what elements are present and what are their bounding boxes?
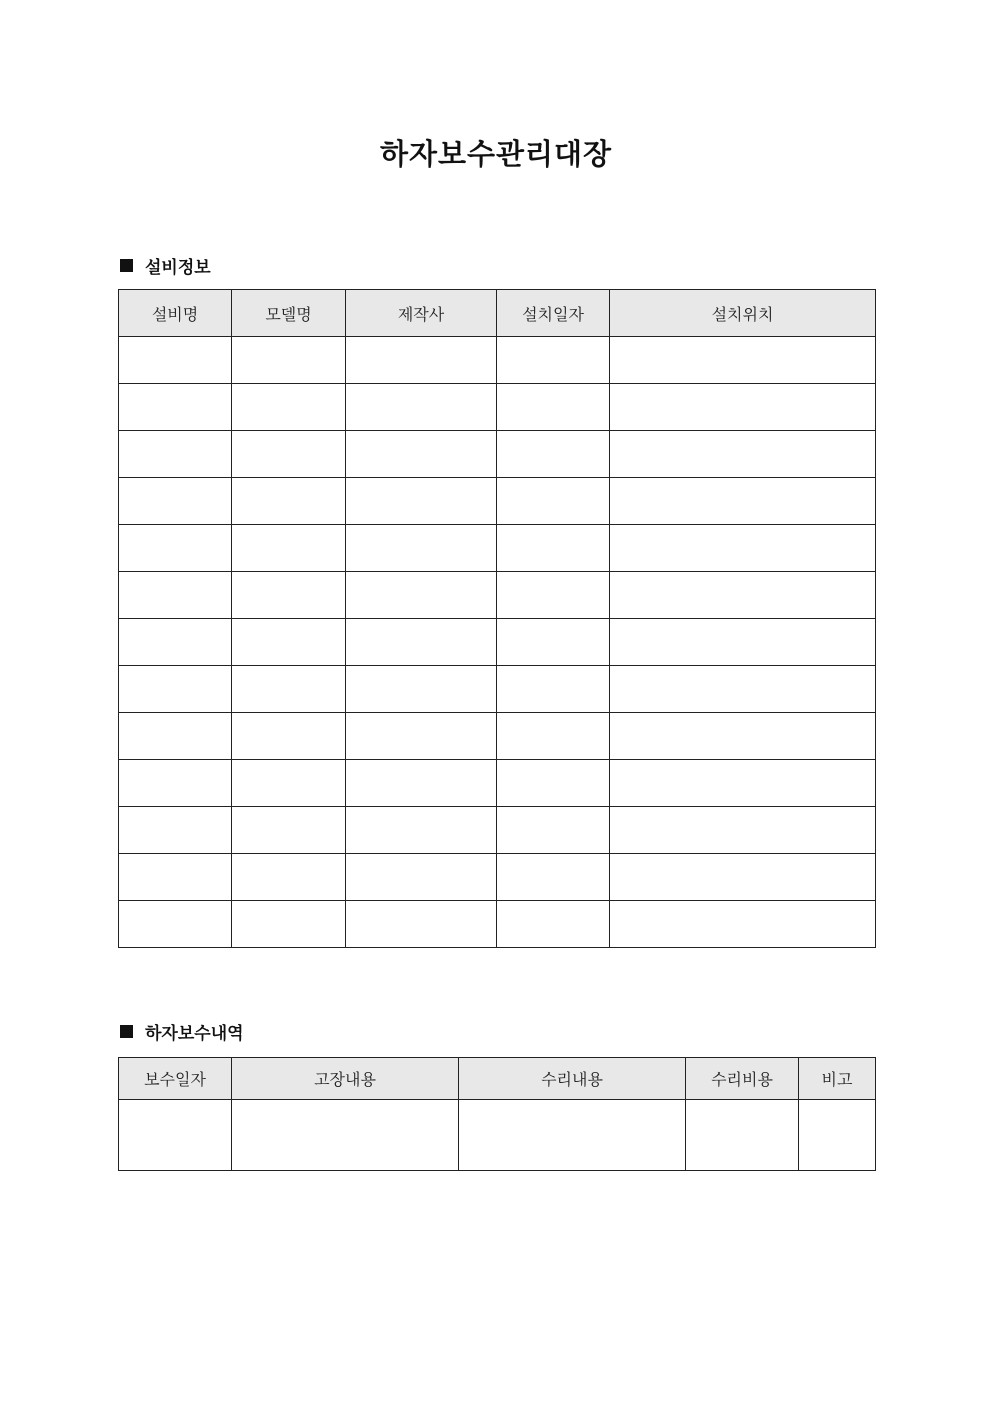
table-cell[interactable] — [497, 713, 610, 760]
equipment-table — [118, 289, 876, 948]
table-cell[interactable] — [497, 901, 610, 948]
document-title: 하자보수관리대장 — [379, 137, 613, 171]
table-cell[interactable] — [686, 1100, 799, 1171]
table-cell[interactable] — [799, 1100, 876, 1171]
table-cell[interactable] — [119, 1100, 232, 1171]
table-cell[interactable] — [119, 713, 232, 760]
table-cell[interactable] — [497, 337, 610, 384]
table-cell[interactable] — [610, 901, 876, 948]
table-cell[interactable] — [232, 713, 346, 760]
table-cell[interactable] — [232, 478, 346, 525]
column-header-equipment-name: 설비명 — [119, 290, 232, 337]
table-cell[interactable] — [232, 807, 346, 854]
table-cell[interactable] — [232, 431, 346, 478]
table-cell[interactable] — [346, 901, 497, 948]
table-cell[interactable] — [232, 666, 346, 713]
equipment-row — [119, 525, 876, 572]
table-cell[interactable] — [610, 431, 876, 478]
table-cell[interactable] — [497, 478, 610, 525]
table-cell[interactable] — [232, 854, 346, 901]
table-cell[interactable] — [459, 1100, 686, 1171]
table-cell[interactable] — [610, 525, 876, 572]
table-cell[interactable] — [497, 525, 610, 572]
column-header-repair-date: 보수일자 — [119, 1058, 232, 1100]
table-cell[interactable] — [346, 525, 497, 572]
table-cell[interactable] — [346, 619, 497, 666]
column-header-remarks: 비고 — [799, 1058, 876, 1100]
table-cell[interactable] — [119, 572, 232, 619]
table-cell[interactable] — [346, 666, 497, 713]
equipment-header-row — [119, 290, 876, 337]
table-cell[interactable] — [497, 384, 610, 431]
table-cell[interactable] — [346, 713, 497, 760]
equipment-section-label: 설비정보 — [145, 257, 211, 278]
table-cell[interactable] — [232, 619, 346, 666]
table-cell[interactable] — [232, 1100, 459, 1171]
equipment-row — [119, 807, 876, 854]
equipment-section-heading — [120, 253, 211, 277]
table-cell[interactable] — [119, 384, 232, 431]
table-cell[interactable] — [232, 572, 346, 619]
table-cell[interactable] — [610, 713, 876, 760]
table-cell[interactable] — [346, 807, 497, 854]
column-header-repair-cost: 수리비용 — [686, 1058, 799, 1100]
table-cell[interactable] — [610, 854, 876, 901]
table-cell[interactable] — [497, 572, 610, 619]
table-cell[interactable] — [346, 854, 497, 901]
table-cell[interactable] — [119, 431, 232, 478]
table-cell[interactable] — [346, 337, 497, 384]
repair-section-label: 하자보수내역 — [145, 1023, 244, 1044]
table-cell[interactable] — [346, 478, 497, 525]
equipment-row — [119, 384, 876, 431]
table-cell[interactable] — [497, 619, 610, 666]
equipment-row — [119, 619, 876, 666]
table-cell[interactable] — [610, 760, 876, 807]
table-cell[interactable] — [119, 337, 232, 384]
table-cell[interactable] — [232, 901, 346, 948]
table-cell[interactable] — [119, 619, 232, 666]
table-cell[interactable] — [119, 666, 232, 713]
repair-section-heading — [120, 1019, 244, 1043]
equipment-row — [119, 337, 876, 384]
table-cell[interactable] — [232, 760, 346, 807]
table-cell[interactable] — [610, 478, 876, 525]
table-cell[interactable] — [346, 572, 497, 619]
table-cell[interactable] — [119, 854, 232, 901]
table-cell[interactable] — [119, 901, 232, 948]
equipment-row — [119, 572, 876, 619]
table-cell[interactable] — [497, 431, 610, 478]
table-cell[interactable] — [232, 337, 346, 384]
square-bullet-icon — [120, 1025, 133, 1038]
table-cell[interactable] — [610, 337, 876, 384]
table-cell[interactable] — [497, 666, 610, 713]
table-cell[interactable] — [119, 478, 232, 525]
table-cell[interactable] — [346, 431, 497, 478]
table-cell[interactable] — [119, 525, 232, 572]
table-cell[interactable] — [497, 807, 610, 854]
table-cell[interactable] — [232, 525, 346, 572]
table-cell[interactable] — [497, 760, 610, 807]
equipment-row — [119, 666, 876, 713]
repair-row — [119, 1100, 876, 1171]
table-cell[interactable] — [119, 807, 232, 854]
repair-header-row — [119, 1058, 876, 1100]
table-cell[interactable] — [119, 760, 232, 807]
table-cell[interactable] — [610, 384, 876, 431]
table-cell[interactable] — [346, 760, 497, 807]
equipment-row — [119, 478, 876, 525]
column-header-fault-description: 고장내용 — [232, 1058, 459, 1100]
equipment-row — [119, 854, 876, 901]
table-cell[interactable] — [497, 854, 610, 901]
equipment-row — [119, 431, 876, 478]
column-header-model-name: 모델명 — [232, 290, 346, 337]
equipment-row — [119, 713, 876, 760]
square-bullet-icon — [120, 259, 133, 272]
table-cell[interactable] — [232, 384, 346, 431]
table-cell[interactable] — [610, 619, 876, 666]
table-cell[interactable] — [610, 666, 876, 713]
column-header-repair-description: 수리내용 — [459, 1058, 686, 1100]
repair-history-table — [118, 1057, 876, 1171]
equipment-row — [119, 760, 876, 807]
table-cell[interactable] — [610, 807, 876, 854]
column-header-install-date: 설치일자 — [497, 290, 610, 337]
equipment-row — [119, 901, 876, 948]
table-cell[interactable] — [346, 384, 497, 431]
column-header-manufacturer: 제작사 — [346, 290, 497, 337]
column-header-install-location: 설치위치 — [610, 290, 876, 337]
table-cell[interactable] — [610, 572, 876, 619]
